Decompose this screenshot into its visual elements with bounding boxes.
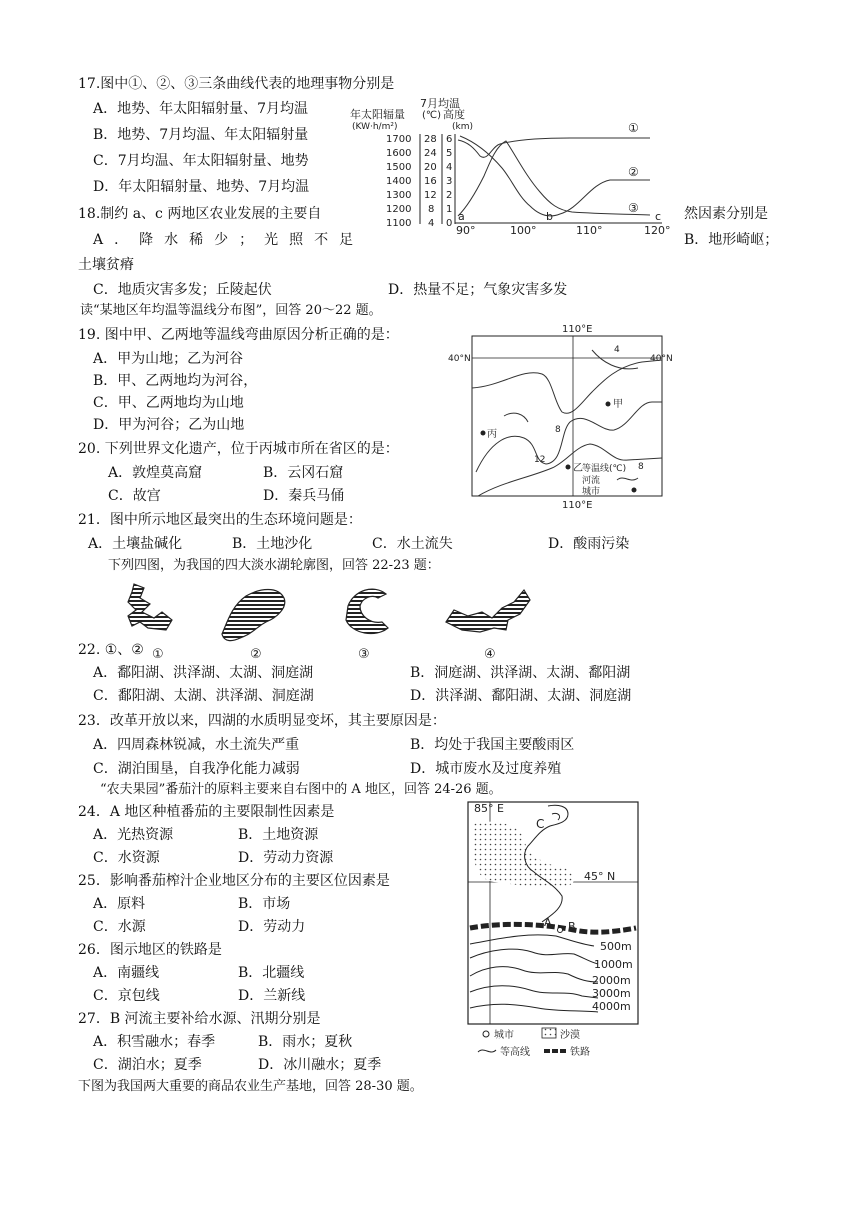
q24-option-d: D．劳动力资源 xyxy=(238,850,334,866)
iso-label-8: 8 xyxy=(555,425,561,435)
city-yi: 乙 xyxy=(573,463,583,474)
q18-option-a: A．降水稀少；光照不足 xyxy=(93,232,365,248)
q25-stem: 25．影响番茄榨汁企业地区分布的主要区位因素是 xyxy=(78,873,390,889)
fig1-km-label: (km) xyxy=(452,122,474,132)
x-tick: 90° xyxy=(456,224,476,234)
lon-bottom: 110°E xyxy=(562,500,593,510)
contour-1000: 1000m xyxy=(594,958,633,971)
q21-stem: 21．图中所示地区最突出的生态环境问题是： xyxy=(78,512,362,528)
q18-option-b: B．地形崎岖； xyxy=(684,232,779,248)
km-tick: 3 xyxy=(446,176,453,187)
iso-label-12: 12 xyxy=(534,455,546,465)
fig1-rad-unit: (KW·h/m²) xyxy=(352,122,398,132)
q26-option-d: D．兰新线 xyxy=(238,988,306,1004)
q27-option-b: B．雨水；夏秋 xyxy=(258,1034,353,1050)
q21-option-c: C．水土流失 xyxy=(372,536,453,552)
q22-option-d: D．洪泽湖、鄱阳湖、太湖、洞庭湖 xyxy=(410,688,632,704)
q23-option-c: C．湖泊围垦，自我净化能力减弱 xyxy=(93,761,300,777)
fig1-temp-label: 7月均温 xyxy=(420,97,460,110)
legend-isotherm: 等温线(℃) xyxy=(582,464,627,474)
q21-option-a: A．土壤盐碱化 xyxy=(88,536,183,552)
q25-option-d: D．劳动力 xyxy=(238,919,306,935)
point-a: a xyxy=(458,210,465,223)
km-tick: 4 xyxy=(446,162,453,173)
q25-option-b: B．市场 xyxy=(238,896,291,912)
point-b: b xyxy=(546,210,553,223)
legend-city: 城市 xyxy=(582,487,601,497)
q23-stem: 23．改革开放以来，四湖的水质明显变坏，其主要原因是： xyxy=(78,713,446,729)
x-tick: 100° xyxy=(510,224,537,234)
lat-right: 40°N xyxy=(650,354,673,364)
q23-option-d: D．城市废水及过度养殖 xyxy=(410,761,562,777)
lake-label-1: ① xyxy=(152,647,164,662)
contour-2000: 2000m xyxy=(592,974,631,987)
q22-option-c: C．鄱阳湖、太湖、洪泽湖、洞庭湖 xyxy=(93,688,314,704)
rad-tick: 1200 xyxy=(386,204,412,215)
q17-option-b: B．地势、7月均温、年太阳辐射量 xyxy=(93,127,309,143)
legend-contour-label: 等高线 xyxy=(500,1047,530,1058)
label-b: B xyxy=(568,920,576,933)
km-tick: 5 xyxy=(446,148,453,159)
q24-option-b: B．土地资源 xyxy=(238,827,319,843)
q20-option-b: B．云冈石窟 xyxy=(263,465,344,481)
q17-option-c: C．7月均温、年太阳辐射量、地势 xyxy=(93,153,309,169)
lake-outlines xyxy=(110,576,550,662)
q20-option-d: D．秦兵马俑 xyxy=(263,488,345,504)
curve-label-2: ② xyxy=(628,165,639,179)
temp-tick: 20 xyxy=(424,162,437,173)
q19-option-c: C．甲、乙两地均为山地 xyxy=(93,395,244,411)
rad-tick: 1600 xyxy=(386,148,412,159)
temp-tick: 4 xyxy=(428,218,435,229)
q21-option-d: D．酸雨污染 xyxy=(548,536,630,552)
fig1-height-label: 高度 xyxy=(443,108,465,121)
q17-option-a: A．地势、年太阳辐射量、7月均温 xyxy=(93,101,309,117)
km-tick: 2 xyxy=(446,190,453,201)
legend-iso-value: 8 xyxy=(638,462,644,472)
temp-tick: 16 xyxy=(424,176,437,187)
label-a: A xyxy=(544,916,552,929)
lake-outline-1 xyxy=(128,584,172,630)
point-c: c xyxy=(655,210,662,223)
fig1-rad-label: 年太阳辐量 xyxy=(350,108,405,121)
km-tick: 1 xyxy=(446,204,453,215)
q18-option-c: C．地质灾害多发；丘陵起伏 xyxy=(93,282,272,298)
lake-label-2: ② xyxy=(250,647,262,662)
rad-tick: 1300 xyxy=(386,190,412,201)
temp-tick: 28 xyxy=(424,134,437,145)
intro-22-23: 下列四图，为我国的四大淡水湖轮廓图，回答 22-23 题： xyxy=(108,558,440,573)
curve-label-1: ① xyxy=(628,121,639,135)
legend-rail-label: 铁路 xyxy=(570,1047,590,1058)
legend-city-label: 城市 xyxy=(494,1030,514,1041)
x-tick: 120° xyxy=(644,224,671,234)
q19-option-b: B．甲、乙两地均为河谷， xyxy=(93,373,258,389)
q24-stem: 24．A 地区种植番茄的主要限制性因素是 xyxy=(78,804,335,820)
lon-top: 110°E xyxy=(562,324,593,335)
q19-option-d: D．甲为河谷；乙为山地 xyxy=(93,417,245,433)
rad-tick: 1700 xyxy=(386,134,412,145)
q20-stem: 20. 下列世界文化遗产，位于丙城市所在省区的是： xyxy=(78,441,399,457)
km-tick: 0 xyxy=(446,218,453,229)
label-c: C xyxy=(536,817,545,831)
q27-option-c: C．湖泊水；夏季 xyxy=(93,1057,202,1073)
isotherm-map xyxy=(442,322,680,510)
lake-outline-3 xyxy=(346,589,388,633)
q23-option-b: B．均处于我国主要酸雨区 xyxy=(410,737,575,753)
q17-option-d: D．年太阳辐射量、地势、7月均温 xyxy=(93,179,310,195)
q24-option-a: A．光热资源 xyxy=(93,827,174,843)
legend-desert-label: 沙漠 xyxy=(560,1030,580,1041)
temp-tick: 12 xyxy=(424,190,437,201)
q25-option-a: A．原料 xyxy=(93,896,146,912)
q25-option-c: C．水源 xyxy=(93,919,146,935)
intro-24-26: “农夫果园”番茄汁的原料主要来自右图中的 A 地区，回答 24-26 题。 xyxy=(100,782,502,797)
q19-stem: 19. 图中甲、乙两地等温线弯曲原因分析正确的是： xyxy=(78,327,399,343)
q18-stem-left: 18.制约 a、c 两地区农业发展的主要自 xyxy=(78,206,322,222)
lake-label-3: ③ xyxy=(358,647,370,662)
intro-28-30: 下图为我国两大重要的商品农业生产基地，回答 28-30 题。 xyxy=(78,1079,423,1094)
q22-option-a: A．鄱阳湖、洪泽湖、太湖、洞庭湖 xyxy=(93,665,314,681)
q18-option-d: D．热量不足；气象灾害多发 xyxy=(388,282,568,298)
rad-tick: 1500 xyxy=(386,162,412,173)
lon-85e: 85° E xyxy=(474,802,504,815)
lake-outline-4 xyxy=(446,590,530,632)
intro-20-22: 读“某地区年均温等温线分布图”，回答 20～22 题。 xyxy=(80,303,382,318)
q26-option-b: B．北疆线 xyxy=(238,965,305,981)
region-map xyxy=(464,798,642,1064)
q24-option-c: C．水资源 xyxy=(93,850,160,866)
iso-label-4: 4 xyxy=(614,345,620,355)
q27-option-d: D．冰川融水；夏季 xyxy=(258,1057,382,1073)
city-bing: 丙 xyxy=(487,429,497,440)
lat-left: 40°N xyxy=(448,354,471,364)
q20-option-a: A．敦煌莫高窟 xyxy=(108,465,203,481)
q26-option-a: A．南疆线 xyxy=(93,965,160,981)
temp-tick: 24 xyxy=(424,148,437,159)
curve-label-3: ③ xyxy=(628,201,639,215)
q27-option-a: A．积雪融水；春季 xyxy=(93,1034,216,1050)
q19-option-a: A．甲为山地；乙为河谷 xyxy=(93,351,244,367)
q17-stem: 17.图中①、②、③三条曲线代表的地理事物分别是 xyxy=(78,76,395,92)
q27-stem: 27．B 河流主要补给水源、汛期分别是 xyxy=(78,1011,321,1027)
rad-tick: 1400 xyxy=(386,176,412,187)
q22-stem: 22. ①、② xyxy=(78,642,144,658)
contour-3000: 3000m xyxy=(592,987,631,1000)
q18-option-b-cont: 土壤贫瘠 xyxy=(78,257,134,273)
contour-500: 500m xyxy=(600,940,632,953)
q26-option-c: C．京包线 xyxy=(93,988,160,1004)
contour-4000: 4000m xyxy=(592,1000,631,1013)
city-jia: 甲 xyxy=(613,399,623,410)
km-tick: 6 xyxy=(446,134,453,145)
rad-tick: 1100 xyxy=(386,218,412,229)
q21-option-b: B．土地沙化 xyxy=(232,536,313,552)
legend-river: 河流 xyxy=(582,476,601,486)
temp-tick: 8 xyxy=(428,204,435,215)
lake-label-4: ④ xyxy=(484,647,496,662)
q23-option-a: A．四周森林锐减，水土流失严重 xyxy=(93,737,300,753)
x-tick: 110° xyxy=(576,224,603,234)
q20-option-c: C．故宫 xyxy=(108,488,161,504)
fig1-temp-unit: (℃) xyxy=(422,110,442,121)
lat-45n: 45° N xyxy=(584,870,616,883)
q22-option-b: B．洞庭湖、洪泽湖、太湖、鄱阳湖 xyxy=(410,665,631,681)
lake-outline-2 xyxy=(222,590,285,641)
q26-stem: 26．图示地区的铁路是 xyxy=(78,942,222,958)
q18-stem-right: 然因素分别是 xyxy=(684,206,768,222)
profile-figure xyxy=(340,96,680,234)
